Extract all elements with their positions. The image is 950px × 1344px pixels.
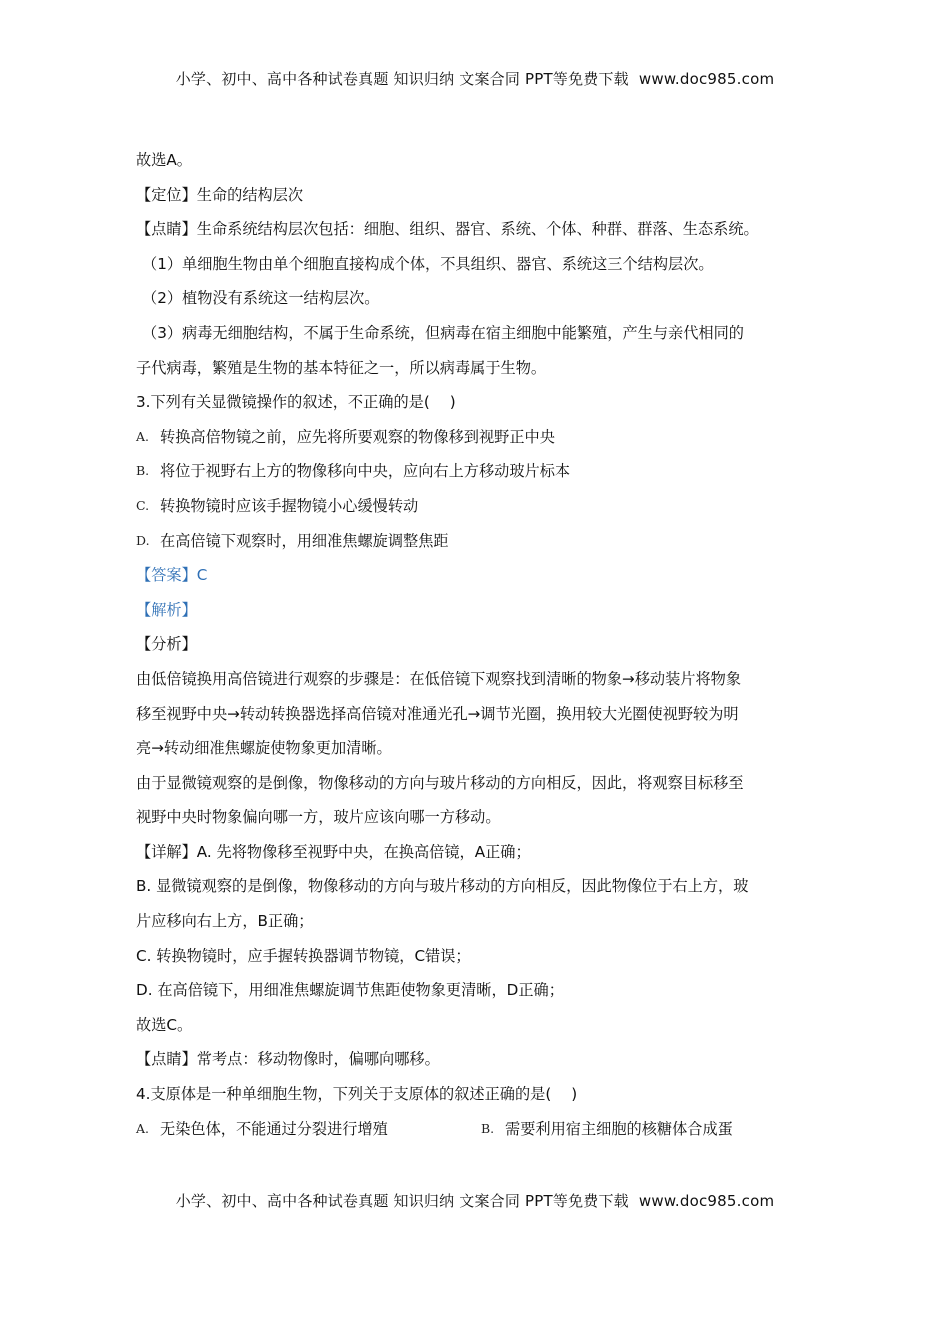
option-text: 转换物镜时应该手握物镜小心缓慢转动	[160, 496, 419, 515]
option-text: 在高倍镜下观察时，用细准焦螺旋调整焦距	[160, 531, 449, 550]
question-3-stem: 3.下列有关显微镜操作的叙述，不正确的是( )	[136, 393, 456, 412]
question-3-option-d	[136, 524, 826, 559]
header-url: www.doc985.com	[638, 70, 775, 88]
option-text: 无染色体，不能通过分裂进行增殖	[160, 1119, 388, 1138]
page-header	[0, 68, 950, 89]
option-letter: A.	[136, 1120, 150, 1136]
question-3-option-a	[136, 420, 826, 455]
question-4-stem: 4.支原体是一种单细胞生物，下列关于支原体的叙述正确的是( )	[136, 1085, 578, 1104]
text-line: 由于显微镜观察的是倒像，物像移动的方向与玻片移动的方向相反，因此，将观察目标移至	[136, 773, 744, 792]
text-line: （2）植物没有系统这一结构层次。	[142, 289, 380, 308]
option-letter: C.	[136, 497, 150, 513]
text-line: C. 转换物镜时，应手握转换器调节物镜，C错误；	[136, 946, 471, 965]
text-line: 视野中央时物象偏向哪一方，玻片应该向哪一方移动。	[136, 808, 501, 827]
option-text: 需要利用宿主细胞的核糖体合成蛋	[505, 1119, 733, 1138]
option-text: 转换高倍物镜之前，应先将所要观察的物像移到视野正中央	[160, 427, 555, 446]
page-footer	[0, 1190, 950, 1211]
text-line: 移至视野中央→转动转换器选择高倍镜对准通光孔→调节光圈，换用较大光圈使视野较为明	[136, 704, 739, 723]
text-line: 故选C。	[136, 1015, 193, 1034]
text-line: 片应移向右上方，B正确；	[136, 912, 314, 931]
text-line: （3）病毒无细胞结构，不属于生命系统，但病毒在宿主细胞中能繁殖，产生与亲代相同的	[142, 323, 744, 342]
question-4-option-a	[136, 1112, 481, 1147]
question-4-option-b	[481, 1112, 826, 1147]
document-body	[136, 143, 826, 1146]
positioning-note: 【定位】生命的结构层次	[136, 185, 304, 204]
answer-label: 【答案】C	[136, 566, 208, 585]
option-letter: A.	[136, 428, 150, 444]
option-letter: D.	[136, 532, 150, 548]
text-line: D. 在高倍镜下，用细准焦螺旋调节焦距使物象更清晰，D正确；	[136, 981, 564, 1000]
option-letter: B.	[136, 463, 150, 479]
text-line: 子代病毒，繁殖是生物的基本特征之一，所以病毒属于生物。	[136, 358, 547, 377]
text-line: 由低倍镜换用高倍镜进行观察的步骤是：在低倍镜下观察找到清晰的物象→移动装片将物象	[136, 669, 742, 688]
text-line: 故选A。	[136, 151, 192, 169]
key-point-note: 【点睛】生命系统结构层次包括：细胞、组织、器官、系统、个体、种群、群落、生态系统。	[136, 220, 759, 239]
footer-text: 小学、初中、高中各种试卷真题 知识归纳 文案合同 PPT等免费下载	[175, 1192, 629, 1210]
footer-url: www.doc985.com	[638, 1192, 775, 1210]
text-line: 亮→转动细准焦螺旋使物象更加清晰。	[136, 739, 392, 758]
option-letter: B.	[481, 1120, 495, 1136]
text-line: （1）单细胞生物由单个细胞直接构成个体，不具组织、器官、系统这三个结构层次。	[142, 254, 714, 273]
text-line: B. 显微镜观察的是倒像，物像移动的方向与玻片移动的方向相反，因此物像位于右上方，玻	[136, 877, 749, 896]
analysis-label: 【解析】	[136, 600, 197, 619]
question-4-options-row	[136, 1112, 826, 1147]
header-text: 小学、初中、高中各种试卷真题 知识归纳 文案合同 PPT等免费下载	[175, 70, 629, 88]
option-text: 将位于视野右上方的物像移向中央，应向右上方移动玻片标本	[160, 462, 571, 481]
question-3-option-b	[136, 454, 826, 489]
key-point-note: 【点睛】常考点：移动物像时，偏哪向哪移。	[136, 1050, 440, 1069]
question-3-option-c	[136, 489, 826, 524]
detail-explanation: 【详解】A. 先将物像移至视野中央，在换高倍镜，A正确；	[136, 842, 531, 861]
breakdown-label: 【分析】	[136, 635, 197, 654]
